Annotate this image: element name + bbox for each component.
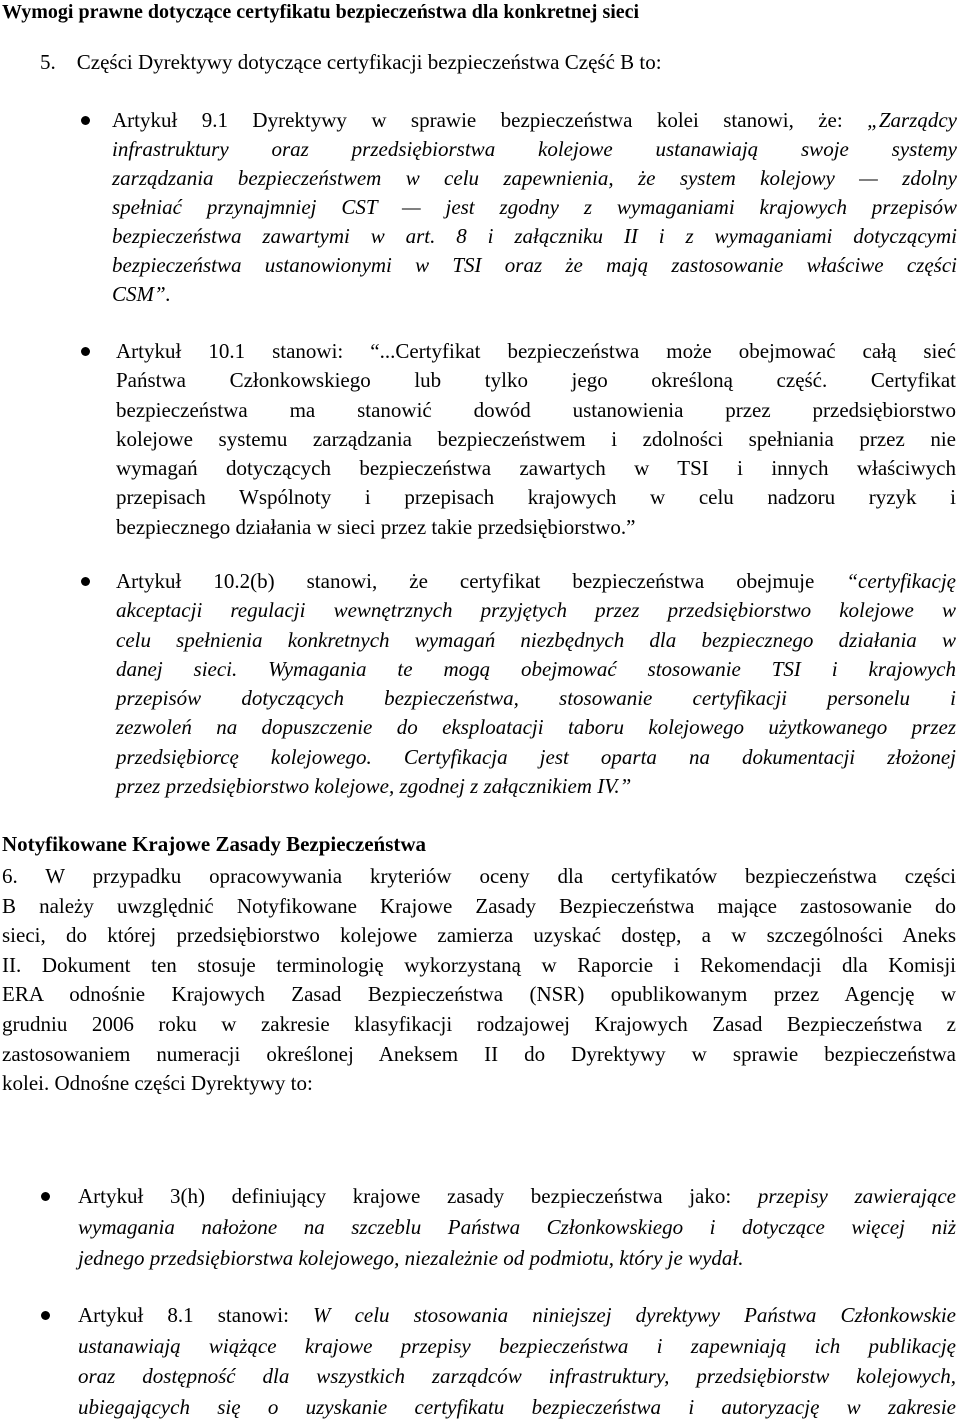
- bullet-paragraph-art-10-1: [116, 337, 956, 542]
- text-line: zezwoleń na dopuszczenie do eksploatacji taboru kolejowego użytkowanego przez: [116, 713, 956, 742]
- text-line: przedsiębiorcę kolejowego. Certyfikacja jest oparta na dokumentacji złożonej: [116, 743, 956, 772]
- bullet-icon: [81, 347, 90, 356]
- text-line: infrastruktury oraz przedsiębiorstwa kolejowe ustanawiają swoje systemy: [112, 135, 957, 164]
- text-line: oraz dostępność dla wszystkich zarządców infrastruktury, przedsiębiorstw kolejowych,: [78, 1361, 956, 1392]
- text-line: Artykuł 10.1 stanowi: “...Certyfikat bezpieczeństwa może obejmować całą sieć: [116, 337, 956, 366]
- text-line: bezpiecznego działania w sieci przez takie przedsiębiorstwo.”: [116, 513, 956, 542]
- bullet-icon: [41, 1311, 50, 1320]
- text-line: sieci, do której przedsiębiorstwo kolejowe zamierza uzyskać dostęp, a w szczególności Aneks: [2, 921, 956, 951]
- section-heading: Wymogi prawne dotyczące certyfikatu bezpieczeństwa dla konkretnej sieci: [2, 1, 639, 23]
- text-line: Artykuł 9.1 Dyrektywy w sprawie bezpieczeństwa kolei stanowi, że: „Zarządcy: [112, 106, 957, 135]
- text-line: Artykuł 8.1 stanowi: W celu stosowania niniejszej dyrektywy Państwa Członkowskie: [78, 1300, 956, 1331]
- text-line: kolei. Odnośne części Dyrektywy to:: [2, 1069, 956, 1099]
- text-line: przez przedsiębiorstwo kolejowe, zgodnej z załącznikiem IV.”: [116, 772, 956, 801]
- item-number: 5.: [40, 50, 56, 74]
- bullet-paragraph-art-8-1: [78, 1300, 956, 1422]
- text-line: zastosowaniem numeracji określonej Aneksem II do Dyrektywy w sprawie bezpieczeństwa: [2, 1040, 956, 1070]
- text-line: zarządzania bezpieczeństwem w celu zapewnienia, że system kolejowy — zdolny: [112, 164, 957, 193]
- text-line: przepisach Wspólnoty i przepisach krajowych w celu nadzoru ryzyk i: [116, 483, 956, 512]
- text-line: bezpieczeństwa zawartymi w art. 8 i załączniku II i z wymaganiami dotyczącymi: [112, 222, 957, 251]
- text-line: B należy uwzględnić Notyfikowane Krajowe Zasady Bezpieczeństwa mające zastosowanie do: [2, 892, 956, 922]
- text-line: II. Dokument ten stosuje terminologię wykorzystaną w Raporcie i Rekomendacji dla Komisji: [2, 951, 956, 981]
- bullet-paragraph-art-9-1: [112, 106, 957, 309]
- text-line: 6. W przypadku opracowywania kryteriów oceny dla certyfikatów bezpieczeństwa części: [2, 862, 956, 892]
- text-line: ustanawiają wiążące krajowe przepisy bezpieczeństwa i zapewniają ich publikację: [78, 1331, 956, 1362]
- text-line: wymagań dotyczących bezpieczeństwa zawartych w TSI i innych właściwych: [116, 454, 956, 483]
- text-line: ubiegających się o uzyskanie certyfikatu bezpieczeństwa i autoryzację w zakresie: [78, 1392, 956, 1422]
- bullet-paragraph-art-10-2b: [116, 567, 956, 801]
- bullet-icon: [41, 1192, 50, 1201]
- text-line: danej sieci. Wymagania te mogą obejmować stosowanie TSI i krajowych: [116, 655, 956, 684]
- numbered-item-6: [2, 862, 956, 1099]
- text-line: akceptacji regulacji wewnętrznych przyjętych przez przedsiębiorstwo kolejowe w: [116, 596, 956, 625]
- text-line: Państwa Członkowskiego lub tylko jego określoną część. Certyfikat: [116, 366, 956, 395]
- text-line: spełniać przynajmniej CST — jest zgodny z wymaganiami krajowych przepisów: [112, 193, 957, 222]
- text-line: grudniu 2006 roku w zakresie klasyfikacji rodzajowej Krajowych Zasad Bezpieczeństwa z: [2, 1010, 956, 1040]
- text-line: przepisów dotyczących bezpieczeństwa, stosowanie certyfikacji personelu i: [116, 684, 956, 713]
- numbered-item-5: [40, 47, 662, 77]
- section-heading-nsr: Notyfikowane Krajowe Zasady Bezpieczeństwa: [2, 833, 426, 855]
- text-line: jednego przedsiębiorstwa kolejowego, niezależnie od podmiotu, który je wydał.: [78, 1243, 956, 1274]
- text-line: wymagania nałożone na szczeblu Państwa Członkowskiego i dotyczące więcej niż: [78, 1212, 956, 1243]
- text-line: CSM”.: [112, 280, 957, 309]
- text-line: Artykuł 10.2(b) stanowi, że certyfikat bezpieczeństwa obejmuje “certyfikację: [116, 567, 956, 596]
- text-line: ERA odnośnie Krajowych Zasad Bezpieczeństwa (NSR) opublikowanym przez Agencję w: [2, 980, 956, 1010]
- text-line: bezpieczeństwa ustanowionymi w TSI oraz że mają zastosowanie właściwe części: [112, 251, 957, 280]
- item-text: Części Dyrektywy dotyczące certyfikacji bezpieczeństwa Część B to:: [77, 50, 662, 74]
- text-line: celu spełnienia konkretnych wymagań niezbędnych dla bezpiecznego działania w: [116, 626, 956, 655]
- text-line: kolejowe systemu zarządzania bezpieczeństwem i zdolności spełniania przez nie: [116, 425, 956, 454]
- text-line: bezpieczeństwa ma stanowić dowód ustanowienia przez przedsiębiorstwo: [116, 396, 956, 425]
- bullet-icon: [81, 116, 90, 125]
- text-line: Artykuł 3(h) definiujący krajowe zasady bezpieczeństwa jako: przepisy zawierające: [78, 1181, 956, 1212]
- bullet-icon: [81, 577, 90, 586]
- bullet-paragraph-art-3h: [78, 1181, 956, 1274]
